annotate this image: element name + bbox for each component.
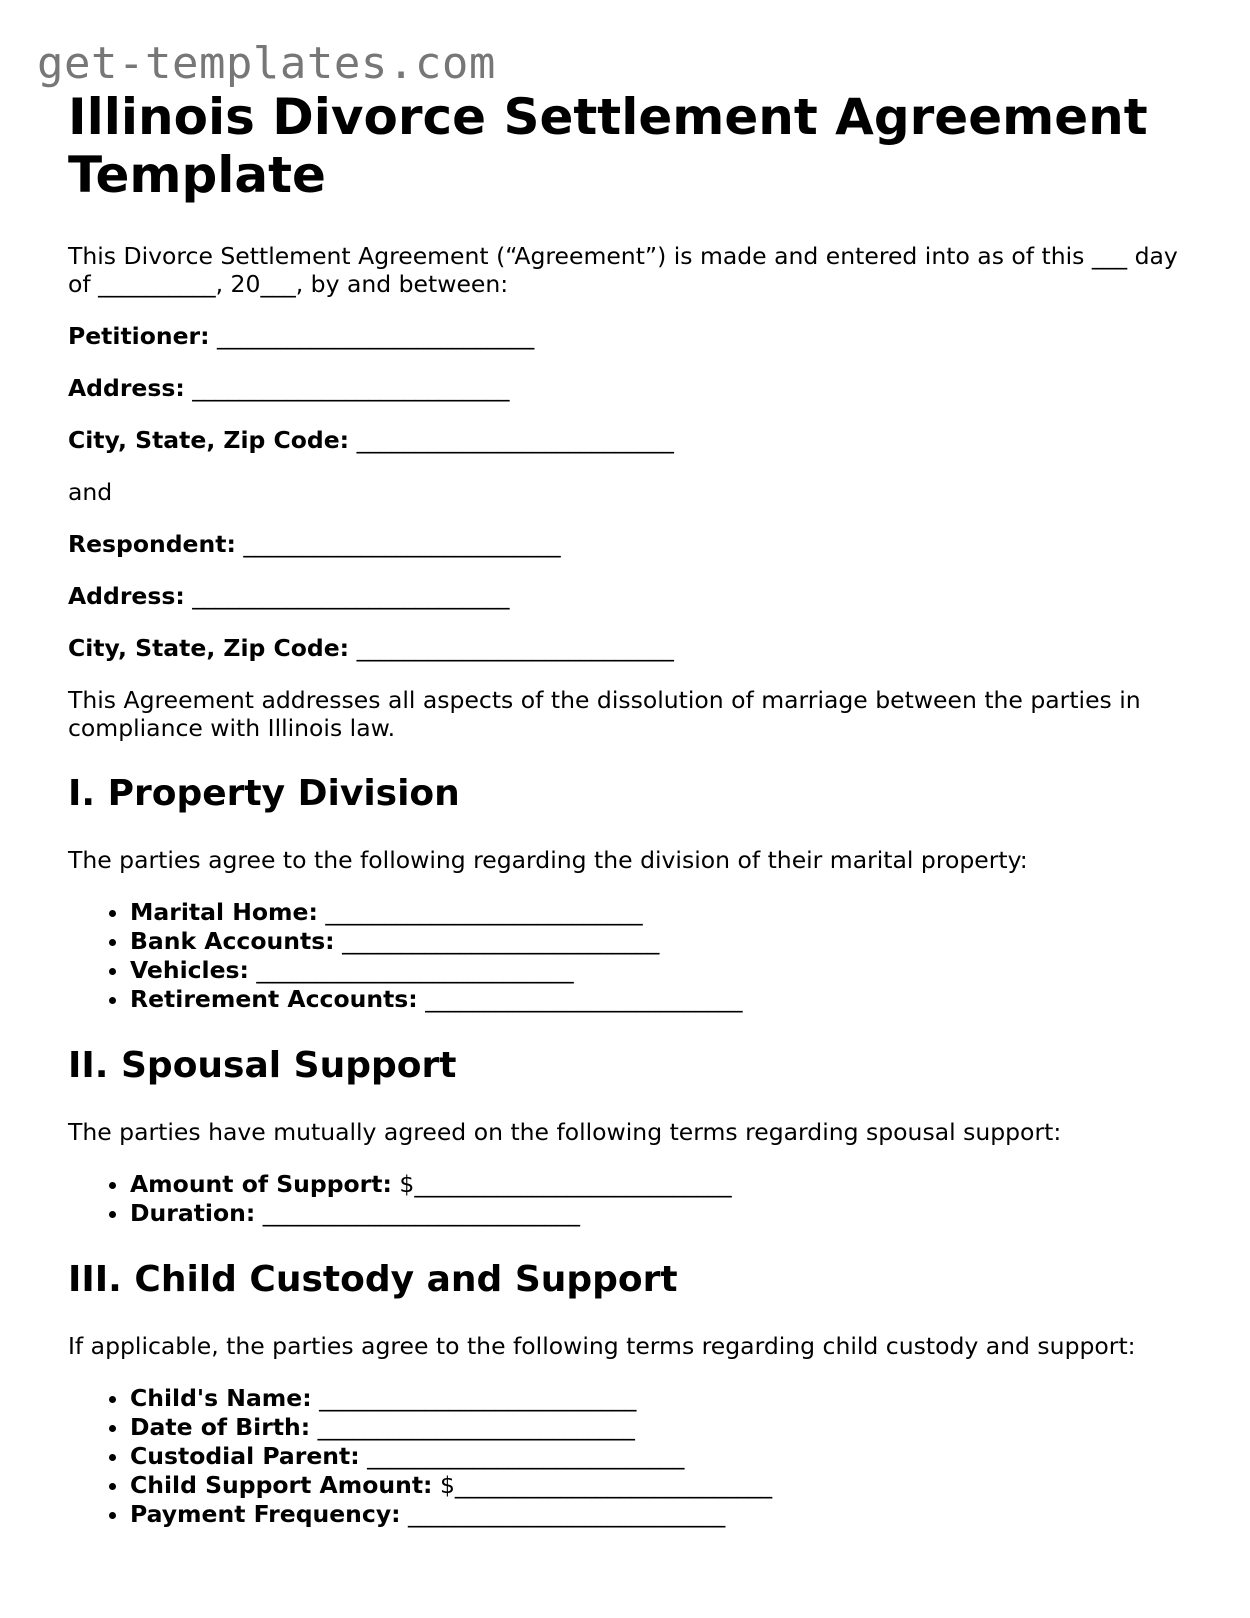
item-label: Date of Birth: (130, 1413, 311, 1441)
list-item[interactable] (130, 1442, 1188, 1471)
section-heading-spousal: II. Spousal Support (68, 1045, 457, 1086)
item-label: Bank Accounts: (130, 927, 335, 955)
list-item[interactable] (130, 1413, 1188, 1442)
item-label: Payment Frequency: (130, 1500, 401, 1528)
blank-line: ___________________________ (256, 956, 574, 984)
blank-line: ___________________________ (317, 1413, 635, 1441)
section-heading-property: I. Property Division (68, 773, 460, 814)
list-item[interactable] (130, 1199, 1188, 1228)
item-label: Vehicles: (130, 956, 249, 984)
list-item[interactable] (130, 898, 1188, 927)
section-intro-spousal: The parties have mutually agreed on the following terms regarding spousal support: (68, 1118, 1062, 1146)
list-item[interactable] (130, 1471, 1188, 1500)
respondent-name-field[interactable] (68, 530, 1188, 558)
blank-line: ___________________________ (319, 1384, 637, 1412)
list-item[interactable] (130, 927, 1188, 956)
section-heading-custody: III. Child Custody and Support (68, 1259, 678, 1300)
and-text: and (68, 478, 113, 506)
document-title: Illinois Divorce Settlement Agreement Template (68, 88, 1148, 204)
custody-list (68, 1384, 1188, 1529)
intro-paragraph: This Divorce Settlement Agreement (“Agreement”) is made and entered into as of this ___ day of __________, 20___, by and between: (68, 242, 1178, 298)
list-item[interactable] (130, 1500, 1188, 1529)
list-item[interactable] (130, 985, 1188, 1014)
currency-symbol: $ (399, 1170, 415, 1198)
item-label: Child Support Amount: (130, 1471, 433, 1499)
item-label: Child's Name: (130, 1384, 312, 1412)
respondent-address-field[interactable] (68, 582, 1188, 610)
section-intro-property: The parties agree to the following regarding the division of their marital property: (68, 846, 1028, 874)
item-label: Marital Home: (130, 898, 318, 926)
field-label: City, State, Zip Code: (68, 426, 350, 454)
item-label: Amount of Support: (130, 1170, 392, 1198)
petitioner-name-field[interactable] (68, 322, 1188, 350)
scope-paragraph: This Agreement addresses all aspects of the dissolution of marriage between the parties in compliance with Illinois law. (68, 686, 1141, 742)
blank-line: ___________________________ (414, 1170, 732, 1198)
list-item[interactable] (130, 1170, 1188, 1199)
document-body (68, 88, 1188, 1529)
item-label: Duration: (130, 1199, 256, 1227)
blank-line: ___________________________ (342, 927, 660, 955)
blank-line: ___________________________ (325, 898, 643, 926)
currency-symbol: $ (439, 1471, 455, 1499)
blank-line: ___________________________ (192, 582, 510, 610)
field-label: Address: (68, 374, 185, 402)
field-label: City, State, Zip Code: (68, 634, 350, 662)
petitioner-address-field[interactable] (68, 374, 1188, 402)
list-item[interactable] (130, 956, 1188, 985)
watermark: get-templates.com (37, 38, 496, 89)
blank-line: ___________________________ (192, 374, 510, 402)
blank-line: ___________________________ (408, 1500, 726, 1528)
respondent-city-field[interactable] (68, 634, 1188, 662)
petitioner-city-field[interactable] (68, 426, 1188, 454)
item-label: Retirement Accounts: (130, 985, 418, 1013)
section-intro-custody: If applicable, the parties agree to the following terms regarding child custody and support: (68, 1332, 1136, 1360)
item-label: Custodial Parent: (130, 1442, 360, 1470)
field-label: Address: (68, 582, 185, 610)
blank-line: ___________________________ (356, 426, 674, 454)
field-label: Respondent: (68, 530, 236, 558)
list-item[interactable] (130, 1384, 1188, 1413)
blank-line: ___________________________ (367, 1442, 685, 1470)
blank-line: ___________________________ (454, 1471, 773, 1499)
blank-line: ___________________________ (425, 985, 743, 1013)
blank-line: ___________________________ (217, 322, 535, 350)
field-label: Petitioner: (68, 322, 210, 350)
blank-line: ___________________________ (243, 530, 561, 558)
blank-line: ___________________________ (262, 1199, 580, 1227)
property-list (68, 898, 1188, 1014)
blank-line: ___________________________ (356, 634, 674, 662)
spousal-list (68, 1170, 1188, 1228)
